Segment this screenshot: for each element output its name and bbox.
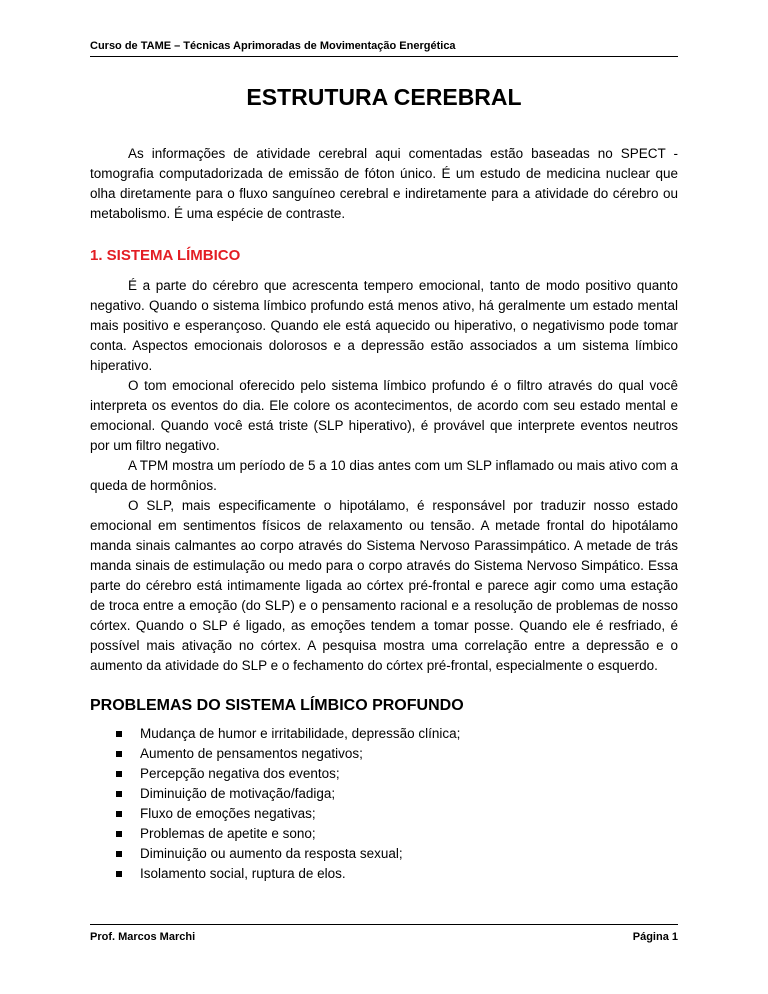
footer-author: Prof. Marcos Marchi [90,931,196,943]
list-item-text: Diminuição de motivação/fadiga; [140,786,336,801]
list-item [116,864,678,884]
square-bullet-icon [116,771,122,777]
list-item-text: Percepção negativa dos eventos; [140,766,340,781]
body-paragraph: O SLP, mais especificamente o hipotálamo, é responsável por traduzir nosso estado emocional em sentimentos físicos de relaxamento ou tensão. A metade frontal do hipotálamo manda sinais calmantes ao corpo através do Sistema Nervoso Parassimpático. A metade de trás manda sinais de estimulação ou medo para o corpo através do Sistema Nervoso Simpático. Essa parte do cérebro está intimamente ligada ao córtex pré-frontal e parece agir como uma estação de troca entre a emoção (do SLP) e o pensamento racional e a resolução de problemas de nosso córtex. Quando o SLP é ligado, as emoções tendem a tomar posse. Quando ele é resfriado, é possível mais ativação no córtex. A pesquisa mostra uma correlação entre a depressão e o aumento da atividade do SLP e o fechamento do córtex pré-frontal, especialmente o esquerdo. [90,498,678,673]
main-content [90,144,678,884]
list-item [116,784,678,804]
section-heading-sistema-limbico: 1. SISTEMA LÍMBICO [90,247,241,264]
page-title: ESTRUTURA CEREBRAL [246,84,522,110]
square-bullet-icon [116,851,122,857]
list-item [116,824,678,844]
square-bullet-icon [116,811,122,817]
list-item [116,724,678,744]
list-item-text: Isolamento social, ruptura de elos. [140,866,346,881]
list-item [116,844,678,864]
square-bullet-icon [116,751,122,757]
body-paragraph: O tom emocional oferecido pelo sistema límbico profundo é o filtro através do qual você interpreta os eventos do dia. Ele colore os acontecimentos, de acordo com seu estado mental e emocional. Quando você está triste (SLP hiperativo), é provável que interprete eventos neutros por um filtro negativo. [90,378,678,453]
list-item-text: Mudança de humor e irritabilidade, depressão clínica; [140,726,461,741]
list-item [116,744,678,764]
page-footer [90,924,678,943]
list-item [116,804,678,824]
square-bullet-icon [116,831,122,837]
list-item-text: Aumento de pensamentos negativos; [140,746,363,761]
list-item [116,764,678,784]
body-paragraph: A TPM mostra um período de 5 a 10 dias antes com um SLP inflamado ou mais ativo com a queda de hormônios. [90,458,678,493]
square-bullet-icon [116,791,122,797]
square-bullet-icon [116,731,122,737]
intro-paragraph: As informações de atividade cerebral aqui comentadas estão baseadas no SPECT - tomografia computadorizada de emissão de fóton único. É um estudo de medicina nuclear que olha diretamente para o fluxo sanguíneo cerebral e indiretamente para a atividade do cérebro ou metabolismo. É uma espécie de contraste. [90,146,678,221]
list-item-text: Problemas de apetite e sono; [140,826,316,841]
body-paragraph: É a parte do cérebro que acrescenta tempero emocional, tanto de modo positivo quanto negativo. Quando o sistema límbico profundo está menos ativo, há geralmente um estado mental mais positivo e esperançoso. Quando ele está aquecido ou hiperativo, o negativismo pode tomar conta. Aspectos emocionais dolorosos e a depressão estão associados a um sistema límbico hiperativo. [90,278,678,373]
page-header: Curso de TAME – Técnicas Aprimoradas de Movimentação Energética [90,40,678,57]
problems-heading: PROBLEMAS DO SISTEMA LÍMBICO PROFUNDO [90,697,464,714]
list-item-text: Diminuição ou aumento da resposta sexual; [140,846,403,861]
footer-page-number: Página 1 [632,931,678,943]
square-bullet-icon [116,871,122,877]
problems-list [90,724,678,884]
list-item-text: Fluxo de emoções negativas; [140,806,316,821]
